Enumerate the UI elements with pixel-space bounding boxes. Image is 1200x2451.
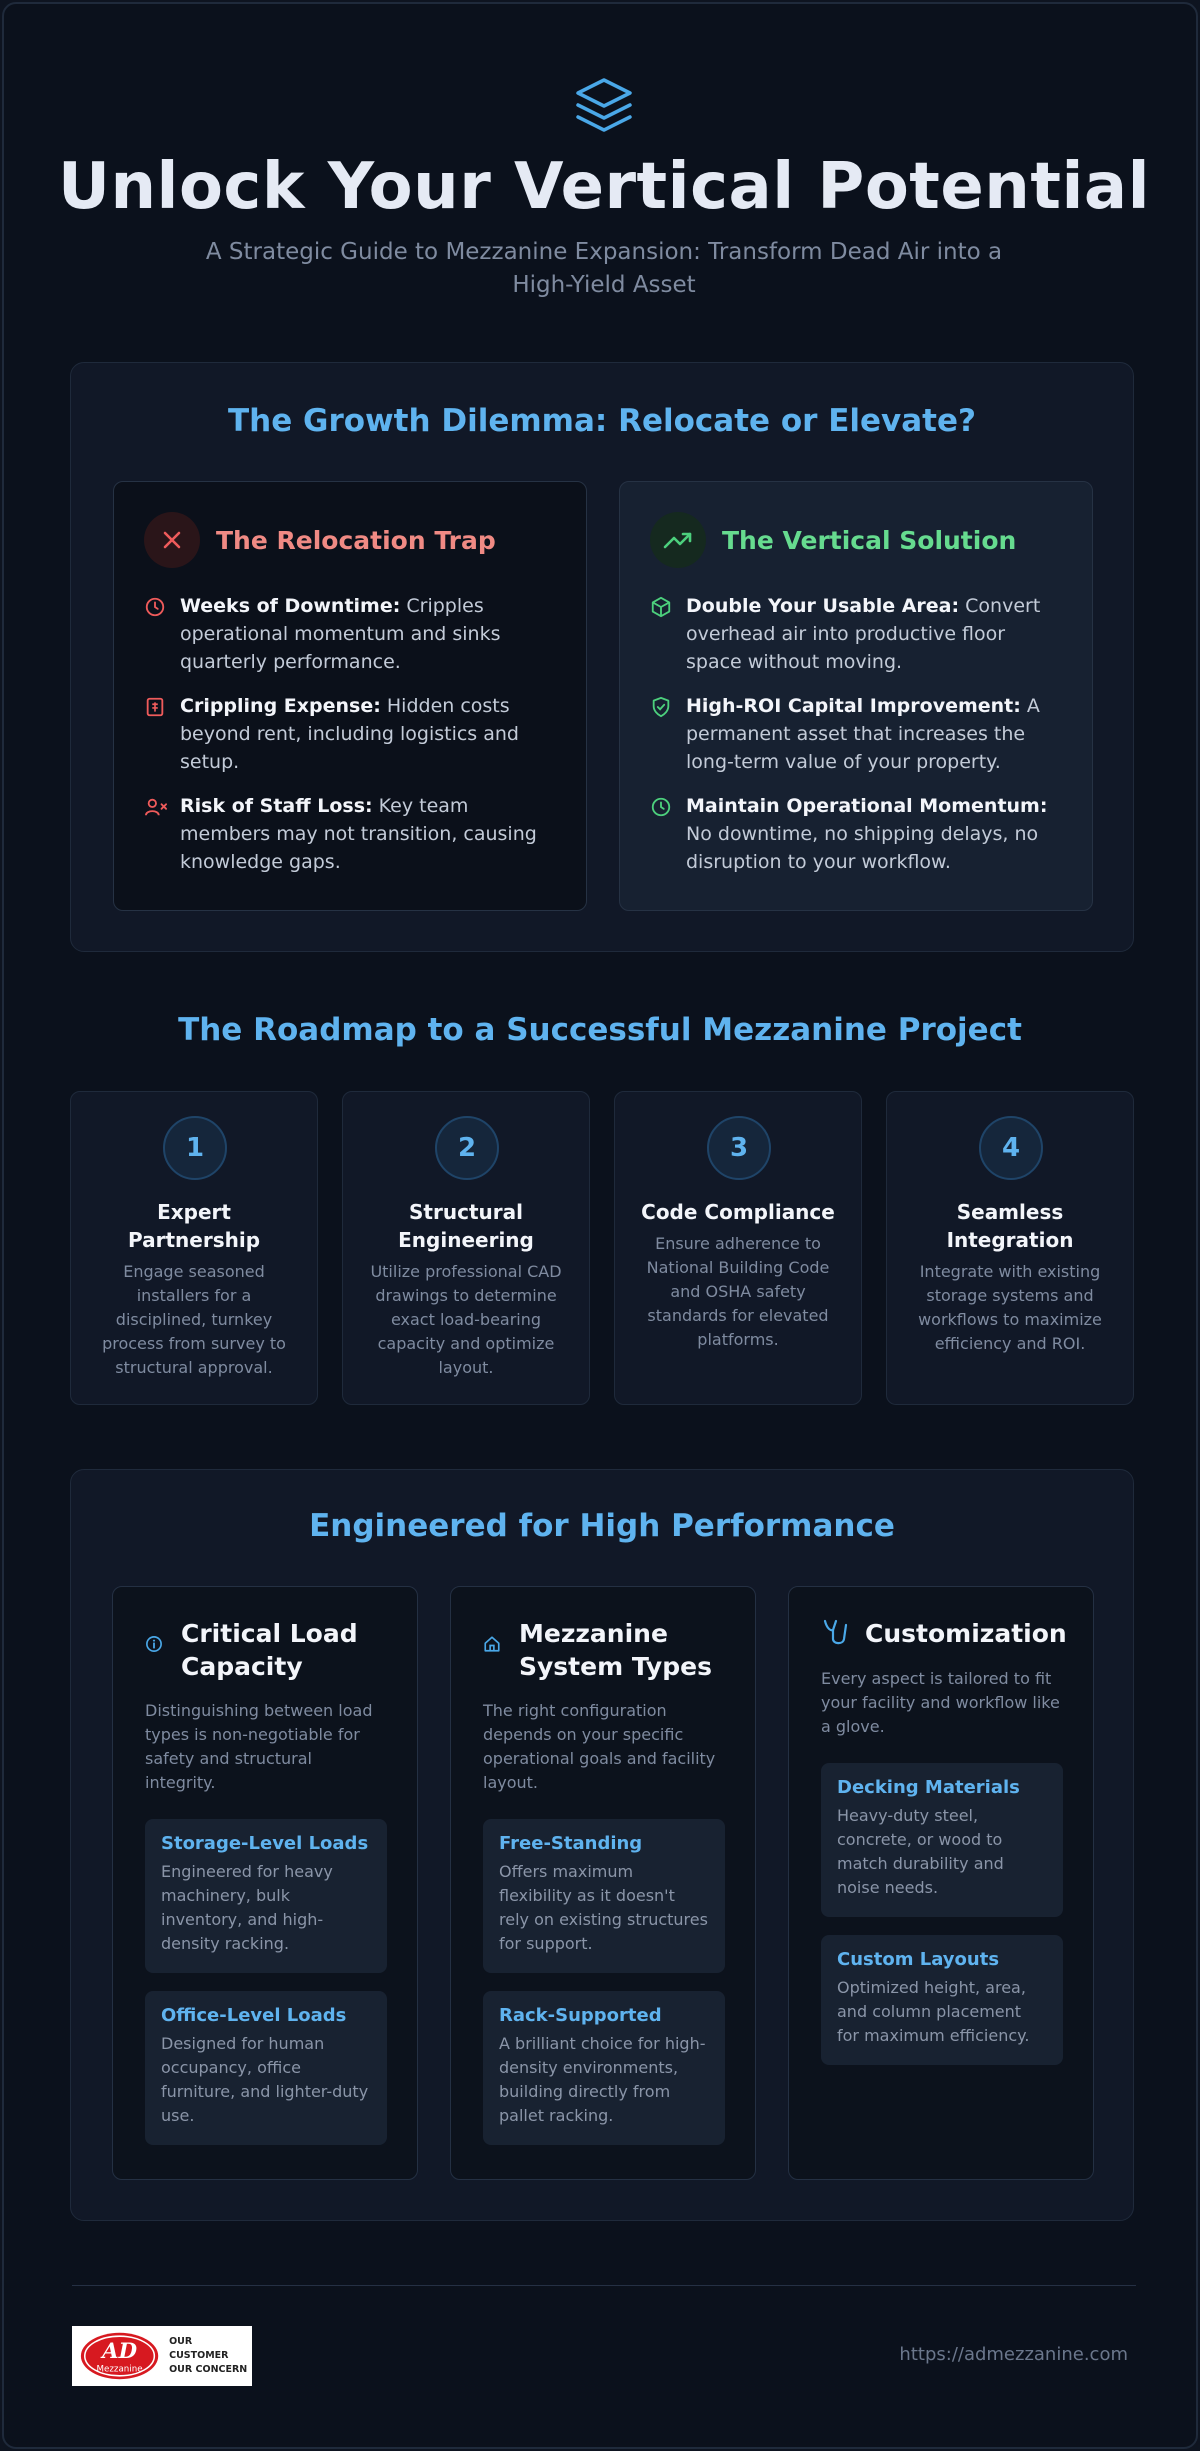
detail-desc: Heavy-duty steel, concrete, or wood to match durability and noise needs. [837, 1806, 1004, 1897]
page-frame [2, 2, 1198, 2449]
clock-icon [144, 592, 168, 676]
website-link[interactable]: https://admezzanine.com [899, 2344, 1128, 2365]
step-title: Code Compliance [641, 1200, 835, 1224]
performance-title: Engineered for High Performance [309, 1508, 895, 1544]
footer-divider [72, 2285, 1136, 2286]
detail-title: Rack-Supported [499, 2005, 662, 2026]
relocation-trap-card [113, 481, 587, 911]
vertical-solution-title: The Vertical Solution [722, 525, 1017, 555]
shield-check-icon [650, 692, 674, 776]
item-text: Key team members may not transition, causing knowledge gaps. [180, 795, 537, 873]
vertical-solution-card [619, 481, 1093, 911]
detail-title: Storage-Level Loads [161, 1833, 369, 1854]
item-label: Crippling Expense: [180, 695, 381, 717]
relocation-trap-title: The Relocation Trap [216, 525, 496, 555]
detail-desc: A brilliant choice for high-density environments, building directly from pallet racking. [499, 2034, 706, 2125]
item-text: Convert overhead air into productive floor space without moving. [686, 595, 1041, 673]
detail-title: Office-Level Loads [161, 2005, 347, 2026]
layers-icon [572, 74, 636, 134]
step-number: 2 [435, 1116, 499, 1180]
step-desc: Integrate with existing storage systems and workflows to maximize efficiency and ROI. [918, 1262, 1102, 1353]
detail-desc: Optimized height, area, and column placement for maximum efficiency. [837, 1978, 1030, 2045]
detail-card [821, 1935, 1063, 2065]
roadmap-step [886, 1091, 1134, 1405]
trending-up-icon [650, 512, 706, 568]
item-label: Maintain Operational Momentum: [686, 795, 1048, 817]
detail-desc: Designed for human occupancy, office furniture, and lighter-duty use. [161, 2034, 369, 2125]
step-desc: Engage seasoned installers for a disciplined, turnkey process from survey to structural approval. [102, 1262, 286, 1377]
column-desc: The right configuration depends on your specific operational goals and facility layout. [483, 1701, 716, 1792]
roadmap-title: The Roadmap to a Successful Mezzanine Project [178, 1012, 1022, 1048]
detail-card [483, 1991, 725, 2145]
logo-letters: AD [102, 2338, 138, 2364]
x-icon [144, 512, 200, 568]
item-text: No downtime, no shipping delays, no disruption to your workflow. [686, 823, 1039, 873]
list-item [144, 792, 556, 876]
logo-tagline-1: OUR CUSTOMER [169, 2336, 229, 2361]
roadmap-step [614, 1091, 862, 1405]
roadmap-step [342, 1091, 590, 1405]
step-desc: Ensure adherence to National Building Code and OSHA safety standards for elevated platforms. [646, 1234, 830, 1349]
receipt-icon [144, 692, 168, 776]
item-label: Risk of Staff Loss: [180, 795, 373, 817]
item-text: A permanent asset that increases the long-term value of your property. [686, 695, 1040, 773]
dilemma-title: The Growth Dilemma: Relocate or Elevate? [227, 403, 976, 439]
home-icon [483, 1617, 507, 1657]
step-title: Expert Partnership [127, 1200, 261, 1252]
page-subtitle: A Strategic Guide to Mezzanine Expansion: Transform Dead Air into a High-Yield Asset [205, 239, 1003, 298]
step-desc: Utilize professional CAD drawings to determine exact load-bearing capacity and optimize layout. [370, 1262, 562, 1377]
detail-card [145, 1991, 387, 2145]
step-number: 3 [707, 1116, 771, 1180]
clock-icon [650, 792, 674, 876]
detail-card [821, 1763, 1063, 1917]
list-item [650, 792, 1062, 876]
column-title: Customization [865, 1619, 1067, 1648]
detail-desc: Offers maximum flexibility as it doesn't rely on existing structures for support. [499, 1862, 708, 1953]
item-label: Double Your Usable Area: [686, 595, 960, 617]
column-desc: Every aspect is tailored to fit your facility and workflow like a glove. [821, 1669, 1060, 1736]
detail-card [483, 1819, 725, 1973]
system-types-column [450, 1586, 756, 2180]
item-label: Weeks of Downtime: [180, 595, 401, 617]
detail-card [145, 1819, 387, 1973]
detail-desc: Engineered for heavy machinery, bulk inventory, and high-density racking. [161, 1862, 333, 1953]
company-logo[interactable] [72, 2326, 252, 2386]
list-item [650, 692, 1062, 776]
list-item [144, 692, 556, 776]
list-item [650, 592, 1062, 676]
step-title: Structural Engineering [398, 1200, 534, 1252]
column-desc: Distinguishing between load types is non-negotiable for safety and structural integrity. [145, 1701, 373, 1792]
item-text: Cripples operational momentum and sinks quarterly performance. [180, 595, 501, 673]
item-text: Hidden costs beyond rent, including logistics and setup. [180, 695, 519, 773]
column-title: Critical Load Capacity [181, 1619, 358, 1681]
column-title: Mezzanine System Types [519, 1619, 712, 1681]
load-capacity-column [112, 1586, 418, 2180]
user-x-icon [144, 792, 168, 876]
logo-mark [78, 2329, 161, 2383]
step-title: Seamless Integration [946, 1200, 1074, 1252]
page-title: Unlock Your Vertical Potential [57, 150, 1151, 224]
customization-column [788, 1586, 1094, 2180]
detail-title: Decking Materials [837, 1777, 1020, 1798]
detail-title: Free-Standing [499, 1833, 643, 1854]
roadmap-step [70, 1091, 318, 1405]
logo-word: Mezzanine [96, 2364, 143, 2375]
logo-tagline-2: OUR CONCERN [169, 2364, 248, 2375]
detail-title: Custom Layouts [837, 1949, 1000, 1970]
step-number: 1 [163, 1116, 227, 1180]
info-icon [145, 1617, 169, 1657]
dilemma-panel [70, 362, 1134, 952]
list-item [144, 592, 556, 676]
step-number: 4 [979, 1116, 1043, 1180]
cube-icon [650, 592, 674, 676]
item-label: High-ROI Capital Improvement: [686, 695, 1021, 717]
glove-icon [821, 1617, 853, 1651]
